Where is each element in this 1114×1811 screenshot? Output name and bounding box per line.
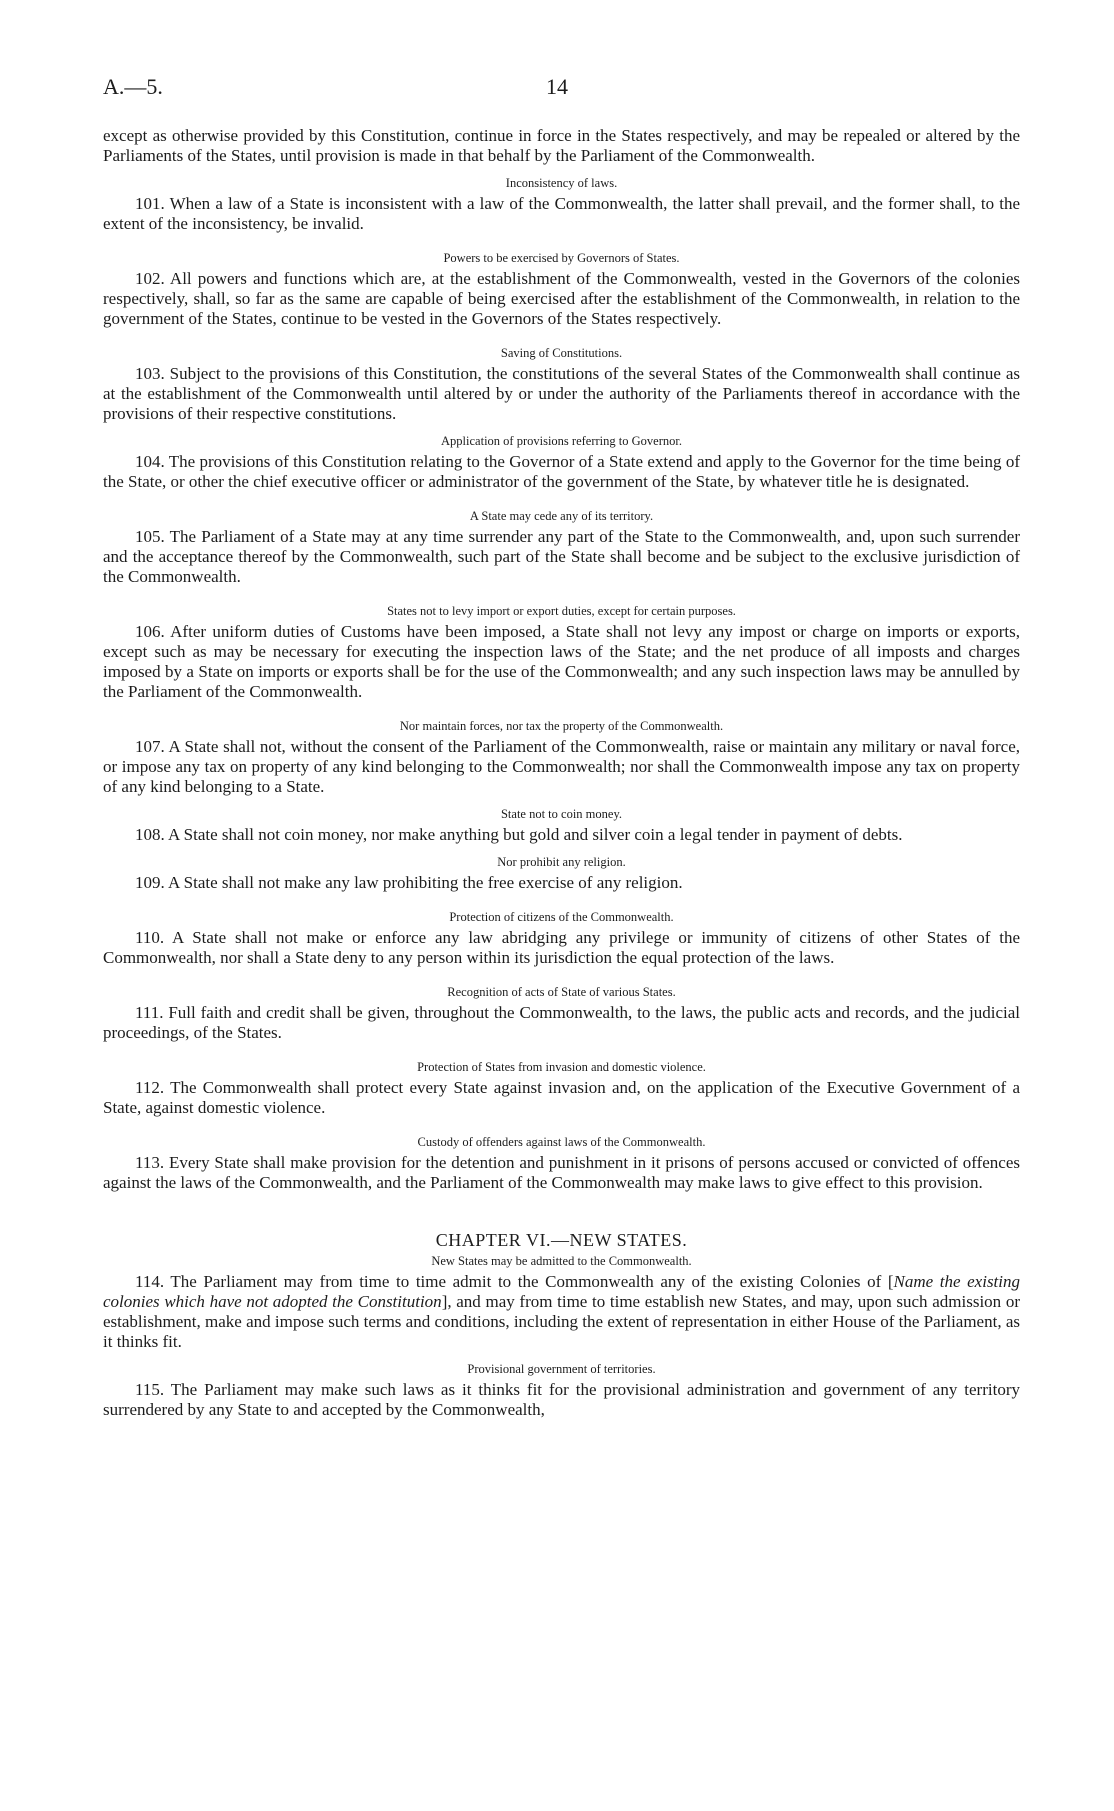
marginal-heading-104: Application of provisions referring to Governor.: [441, 434, 682, 448]
marginal-heading-103: Saving of Constitutions.: [500, 346, 623, 360]
marginal-heading-115: Provisional government of territories.: [467, 1362, 656, 1376]
section-107: 107. A State shall not, without the consent of the Parliament of the Commonwealth, raise or maintain any military or naval force, or impose any tax on property of any kind belonging to the Commonwealth; nor shall the Commonwealth impose any tax on property of any kind belonging to a State.: [103, 737, 1020, 796]
intro-paragraph: except as otherwise provided by this Constitution, continue in force in the States respectively, and may be repealed or altered by the Parliaments of the States, until provision is made in that behalf by the Parliament of the Commonwealth.: [103, 126, 1020, 165]
section-105: 105. The Parliament of a State may at any time surrender any part of the State to the Commonwealth, and, upon such surrender and the acceptance thereof by the Commonwealth, such part of the State shall become and be subject to the exclusive jurisdiction of the Commonwealth.: [103, 527, 1020, 586]
marginal-heading-113: Custody of offenders against laws of the Commonwealth.: [417, 1135, 706, 1149]
section-106: 106. After uniform duties of Customs have been imposed, a State shall not levy any impost or charge on imports or exports, except such as may be necessary for executing the inspection laws of the State; and the net produce of all imposts and charges imposed by a State on imports or exports shall be for the use of the Commonwealth; and any such inspection laws may be annulled by the Parliament of the Commonwealth.: [103, 622, 1020, 701]
marginal-heading-109: Nor prohibit any religion.: [497, 855, 626, 869]
section-104: 104. The provisions of this Constitution relating to the Governor of a State extend and apply to the Governor for the time being of the State, or other the chief executive officer or administrator of the government of the State, by whatever title he is designated.: [103, 452, 1020, 491]
marginal-heading-107: Nor maintain forces, nor tax the property of the Commonwealth.: [399, 719, 724, 733]
section-103: 103. Subject to the provisions of this Constitution, the constitutions of the several States of the Commonwealth shall continue as at the establishment of the Commonwealth until altered by or under the authority of the Parliaments thereof in accordance with the provisions of their respective constitutions.: [103, 364, 1020, 423]
document-reference: A.—5.: [103, 74, 163, 99]
section-114-text-end: ], and may from time to time establish new States, and may, upon such admission or establishment, make and impose such terms and conditions, including the extent of representation in either House of the Parliament, as it thinks fit.: [103, 1292, 1020, 1351]
section-109: 109. A State shall not make any law prohibiting the free exercise of any religion.: [135, 873, 683, 892]
marginal-heading-102: Powers to be exercised by Governors of States.: [443, 251, 680, 265]
section-113: 113. Every State shall make provision for the detention and punishment in it prisons of persons accused or convicted of offences against the laws of the Commonwealth, and the Parliament of the Commonwealth may make laws to give effect to this provision.: [103, 1153, 1020, 1192]
section-115: 115. The Parliament may make such laws as it thinks fit for the provisional administration and government of any territory surrendered by any State to and accepted by the Commonwealth,: [103, 1380, 1020, 1419]
chapter-title: CHAPTER VI.—NEW STATES.: [435, 1230, 688, 1250]
marginal-heading-111: Recognition of acts of State of various States.: [447, 985, 676, 999]
page-number: 14: [546, 74, 568, 99]
page-body: [103, 126, 1020, 1420]
marginal-heading-108: State not to coin money.: [500, 807, 623, 821]
section-102: 102. All powers and functions which are, at the establishment of the Commonwealth, vested in the Governors of the colonies respectively, shall, so far as the same are capable of being exercised after the establishment of the Commonwealth, in relation to the government of the States, continue to be vested in the Governors of the States respectively.: [103, 269, 1020, 328]
section-114-text-start: 114. The Parliament may from time to time admit to the Commonwealth any of the existing Colonies of [: [135, 1272, 894, 1291]
section-110: 110. A State shall not make or enforce any law abridging any privilege or immunity of citizens of other States of the Commonwealth, nor shall a State deny to any person within its jurisdiction the equal protection of the laws.: [103, 928, 1020, 967]
section-114: [103, 1272, 1020, 1352]
marginal-heading-101: Inconsistency of laws.: [505, 176, 618, 190]
marginal-heading-114: New States may be admitted to the Commonwealth.: [431, 1254, 692, 1268]
section-101: 101. When a law of a State is inconsistent with a law of the Commonwealth, the latter shall prevail, and the former shall, to the extent of the inconsistency, be invalid.: [103, 194, 1020, 233]
marginal-heading-110: Protection of citizens of the Commonwealth.: [449, 910, 674, 924]
marginal-heading-112: Protection of States from invasion and domestic violence.: [417, 1060, 706, 1074]
marginal-heading-106: States not to levy import or export duties, except for certain purposes.: [387, 604, 736, 618]
section-111: 111. Full faith and credit shall be given, throughout the Commonwealth, to the laws, the public acts and records, and the judicial proceedings, of the States.: [103, 1003, 1020, 1042]
section-108: 108. A State shall not coin money, nor make anything but gold and silver coin a legal tender in payment of debts.: [135, 825, 903, 844]
marginal-heading-105: A State may cede any of its territory.: [469, 509, 654, 523]
section-112: 112. The Commonwealth shall protect every State against invasion and, on the application of the Executive Government of a State, against domestic violence.: [103, 1078, 1020, 1117]
section-114-italic-instruction: Name the existing colonies which have not adopted the Constitution: [103, 1272, 1021, 1311]
